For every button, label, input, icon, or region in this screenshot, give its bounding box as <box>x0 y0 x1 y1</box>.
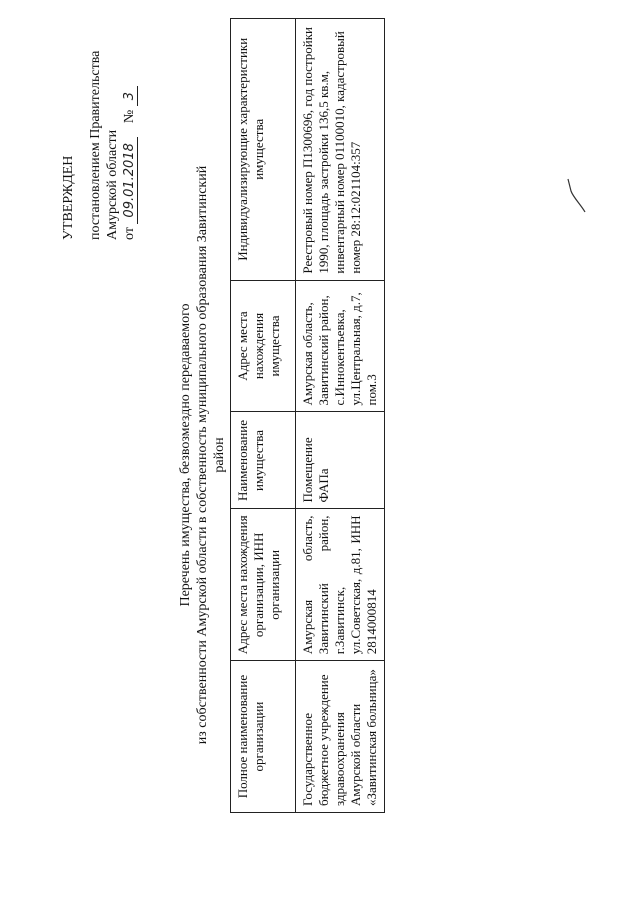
header-property-name: Наименование имущества <box>231 412 296 509</box>
number-prefix: № <box>122 109 137 124</box>
approval-line-2: Амурской области <box>105 129 120 240</box>
title-line-2: из собственности Амурской области в собственность муниципального образования Завитинский район <box>195 165 227 745</box>
approval-block <box>60 40 138 240</box>
cell-organization: Государственное бюджетное учреждение здравоохранения Амурской области «Завитинская больница» <box>296 661 385 813</box>
date-prefix: от <box>122 227 137 240</box>
handwritten-date: 09.01.2018 <box>122 137 138 223</box>
approval-heading: УТВЕРЖДЕН <box>61 155 76 240</box>
header-organization: Полное наименование организации <box>231 661 296 813</box>
cell-org-address: Амурская область, Завитинский район, г.Завитинск, ул.Советская, д.81, ИНН 2814000814 <box>296 509 385 661</box>
cell-property-address: Амурская область, Завитинский район, с.Иннокентьевка, ул.Центральная, д.7, пом.3 <box>296 280 385 412</box>
approval-date-line <box>121 40 138 240</box>
header-characteristics: Индивидуализирующие характеристики имущества <box>231 19 296 281</box>
cell-property-name: Помещение ФАПа <box>296 412 385 509</box>
header-org-address: Адрес места нахождения организации, ИНН организации <box>231 509 296 661</box>
document-title <box>177 155 228 755</box>
table-header-row <box>231 19 296 813</box>
cell-characteristics: Реестровый номер П1300696, год постройки 1990, площадь застройки 136,5 кв.м, инвентарный номер 01100010, кадастровый номер 28:12:021104:357 <box>296 19 385 281</box>
header-property-address: Адрес места нахождения имущества <box>231 280 296 412</box>
handwritten-number: 3 <box>122 86 138 106</box>
table-row <box>296 19 385 813</box>
pen-mark-icon <box>565 175 589 215</box>
approval-line-1: постановлением Правительства <box>88 50 103 240</box>
title-line-1: Перечень имущества, безвозмездно передаваемого <box>178 303 193 607</box>
property-table <box>230 18 385 813</box>
